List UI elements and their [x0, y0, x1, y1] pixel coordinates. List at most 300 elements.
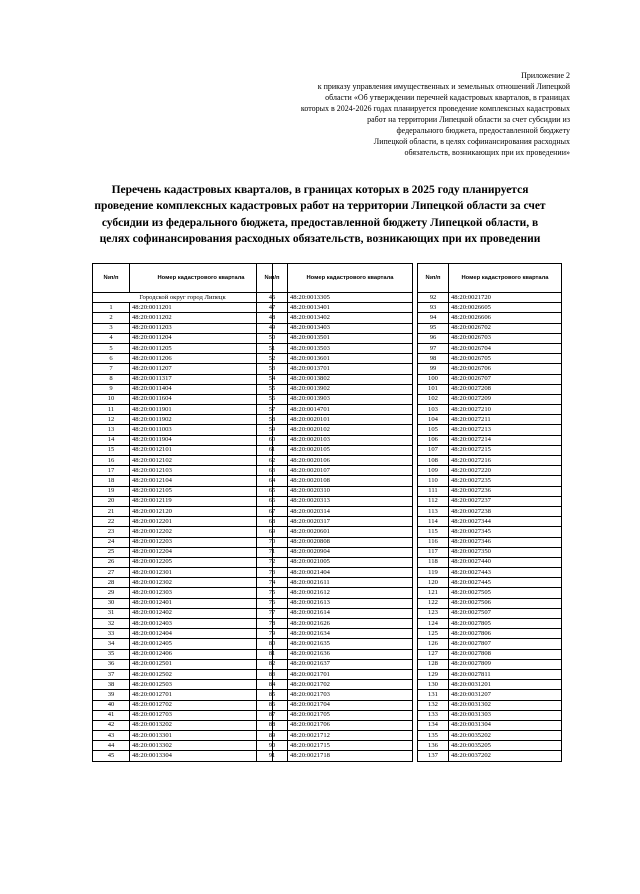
cadastral-code: 48:20:0020313 [288, 496, 413, 506]
cadastral-code: 48:20:0027209 [449, 394, 562, 404]
cadastral-code: 48:20:0013202 [130, 720, 273, 730]
table-row [418, 293, 562, 303]
row-number: 61 [257, 445, 288, 455]
table-row [418, 700, 562, 710]
row-number: 119 [418, 568, 449, 578]
cadastral-code: 48:20:0012102 [130, 456, 273, 466]
table-row [418, 354, 562, 364]
table-row [93, 619, 273, 629]
row-number: 55 [257, 384, 288, 394]
row-number: 81 [257, 649, 288, 659]
cadastral-code: 48:20:0026704 [449, 343, 562, 353]
annex-line: которых в 2024-2026 годах планируется проведение комплексных кадастровых [300, 104, 570, 113]
table-row [418, 425, 562, 435]
table-row [257, 680, 413, 690]
header-num: №п/п [257, 264, 288, 293]
row-number: 107 [418, 445, 449, 455]
row-number: 33 [93, 629, 130, 639]
table-row [93, 659, 273, 669]
cadastral-code: 48:20:0013304 [130, 751, 273, 761]
cadastral-code: 48:20:0013903 [288, 394, 413, 404]
cadastral-code: 48:20:0026706 [449, 364, 562, 374]
table-row [93, 649, 273, 659]
cadastral-code: 48:20:0027505 [449, 588, 562, 598]
cadastral-code: 48:20:0012203 [130, 537, 273, 547]
row-number: 75 [257, 588, 288, 598]
table-row [257, 323, 413, 333]
cadastral-code: 48:20:0012301 [130, 568, 273, 578]
cadastral-code: 48:20:0011204 [130, 333, 273, 343]
cadastral-code: 48:20:0027345 [449, 527, 562, 537]
row-number: 110 [418, 476, 449, 486]
cadastral-code: 48:20:0013701 [288, 364, 413, 374]
cadastral-code: 48:20:0013401 [288, 303, 413, 313]
cadastral-code: 48:20:0012104 [130, 476, 273, 486]
table-row [257, 496, 413, 506]
table-row [93, 700, 273, 710]
table-row [418, 578, 562, 588]
cadastral-code: 48:20:0027443 [449, 568, 562, 578]
cadastral-code: 48:20:0012703 [130, 710, 273, 720]
row-number: 54 [257, 374, 288, 384]
row-number: 132 [418, 700, 449, 710]
row-number: 36 [93, 659, 130, 669]
table-row [418, 659, 562, 669]
cadastral-code: 48:20:0013403 [288, 323, 413, 333]
row-number: 133 [418, 710, 449, 720]
table-row [257, 690, 413, 700]
table-row [257, 700, 413, 710]
row-number: 67 [257, 506, 288, 516]
row-number: 118 [418, 557, 449, 567]
row-number: 48 [257, 313, 288, 323]
row-number: 73 [257, 568, 288, 578]
row-number: 127 [418, 649, 449, 659]
cadastral-code: 48:20:0012204 [130, 547, 273, 557]
cadastral-code: 48:20:0027235 [449, 476, 562, 486]
table-row [418, 374, 562, 384]
table-row [93, 557, 273, 567]
table-row [257, 343, 413, 353]
cadastral-code: 48:20:0012401 [130, 598, 273, 608]
table-row [418, 456, 562, 466]
cadastral-code: 48:20:0021704 [288, 700, 413, 710]
cadastral-code: 48:20:0020102 [288, 425, 413, 435]
row-number: 94 [418, 313, 449, 323]
row-number: 97 [418, 343, 449, 353]
row-number: 113 [418, 506, 449, 516]
table-row [93, 506, 273, 516]
row-number: 122 [418, 598, 449, 608]
row-number: 29 [93, 588, 130, 598]
row-number: 42 [93, 720, 130, 730]
row-number: 28 [93, 578, 130, 588]
row-number: 66 [257, 496, 288, 506]
cadastral-code: 48:20:0026703 [449, 333, 562, 343]
table-row [93, 517, 273, 527]
row-number: 10 [93, 394, 130, 404]
table-row [93, 496, 273, 506]
cadastral-code: 48:20:0031304 [449, 720, 562, 730]
cadastral-code: 48:20:0020310 [288, 486, 413, 496]
cadastral-code: 48:20:0021005 [288, 557, 413, 567]
cadastral-code: 48:20:0013601 [288, 354, 413, 364]
cadastral-code: 48:20:0021626 [288, 619, 413, 629]
table-row [418, 415, 562, 425]
cadastral-code: 48:20:0012103 [130, 466, 273, 476]
table-row [418, 629, 562, 639]
row-number: 100 [418, 374, 449, 384]
table-row [257, 476, 413, 486]
row-number: 62 [257, 456, 288, 466]
table-row [93, 547, 273, 557]
table-row [257, 629, 413, 639]
row-number: 23 [93, 527, 130, 537]
cadastral-code: 48:20:0011604 [130, 394, 273, 404]
table-row [418, 343, 562, 353]
row-number: 134 [418, 720, 449, 730]
row-number: 89 [257, 731, 288, 741]
row-number: 80 [257, 639, 288, 649]
cadastral-code: 48:20:0027507 [449, 608, 562, 618]
table-row [257, 506, 413, 516]
table-row [418, 486, 562, 496]
row-number: 116 [418, 537, 449, 547]
table-row [257, 720, 413, 730]
cadastral-code: 48:20:0020108 [288, 476, 413, 486]
cadastral-code: 48:20:0027806 [449, 629, 562, 639]
cadastral-code: 48:20:0027346 [449, 537, 562, 547]
cadastral-code: 48:20:0027350 [449, 547, 562, 557]
cadastral-code: 48:20:0027210 [449, 405, 562, 415]
cadastral-code: 48:20:0031207 [449, 690, 562, 700]
table-row [257, 639, 413, 649]
table-row [257, 517, 413, 527]
row-number: 16 [93, 456, 130, 466]
row-number: 19 [93, 486, 130, 496]
row-number: 99 [418, 364, 449, 374]
header-num: №п/п [93, 264, 130, 293]
table-row [93, 527, 273, 537]
row-number: 64 [257, 476, 288, 486]
table-row [93, 445, 273, 455]
cadastral-code: 48:20:0027238 [449, 506, 562, 516]
row-number: 105 [418, 425, 449, 435]
row-number: 6 [93, 354, 130, 364]
cadastral-code: 48:20:0011901 [130, 405, 273, 415]
table-row [418, 496, 562, 506]
table-row [93, 741, 273, 751]
cadastral-code: 48:20:0020904 [288, 547, 413, 557]
table-row [93, 680, 273, 690]
cadastral-code: 48:20:0011205 [130, 343, 273, 353]
row-number: 108 [418, 456, 449, 466]
row-number: 12 [93, 415, 130, 425]
table-row [418, 669, 562, 679]
table-row [93, 639, 273, 649]
row-number: 51 [257, 343, 288, 353]
table-row [257, 578, 413, 588]
row-number: 34 [93, 639, 130, 649]
table-row [418, 323, 562, 333]
cadastral-code: 48:20:0027220 [449, 466, 562, 476]
row-number: 130 [418, 680, 449, 690]
row-number: 121 [418, 588, 449, 598]
row-number: 78 [257, 619, 288, 629]
row-number: 128 [418, 659, 449, 669]
cadastral-code: 48:20:0013305 [288, 293, 413, 303]
cadastral-code: 48:20:0020107 [288, 466, 413, 476]
table-row [93, 394, 273, 404]
cadastral-code: 48:20:0012101 [130, 445, 273, 455]
table-row [418, 333, 562, 343]
quarters-table-1 [92, 263, 273, 762]
row-number: 25 [93, 547, 130, 557]
row-number: 38 [93, 680, 130, 690]
row-number: 82 [257, 659, 288, 669]
cadastral-code: 48:20:0031201 [449, 680, 562, 690]
cadastral-code: 48:20:0011201 [130, 303, 273, 313]
table-row [418, 435, 562, 445]
table-row [418, 394, 562, 404]
table-row [257, 710, 413, 720]
cadastral-code: 48:20:0012202 [130, 527, 273, 537]
cadastral-code: 48:20:0027344 [449, 517, 562, 527]
table-row [418, 364, 562, 374]
row-number: 13 [93, 425, 130, 435]
cadastral-code: 48:20:0012119 [130, 496, 273, 506]
table-row [93, 751, 273, 761]
table-row [93, 537, 273, 547]
cadastral-code: 48:20:0027807 [449, 639, 562, 649]
cadastral-code: 48:20:0031303 [449, 710, 562, 720]
table-row [257, 659, 413, 669]
cadastral-code: 48:20:0011203 [130, 323, 273, 333]
cadastral-code: 48:20:0012701 [130, 690, 273, 700]
table-row [418, 466, 562, 476]
table-row [418, 690, 562, 700]
table-row [418, 619, 562, 629]
cadastral-code: 48:20:0027809 [449, 659, 562, 669]
row-number: 129 [418, 669, 449, 679]
cadastral-code: 48:20:0012120 [130, 506, 273, 516]
row-number: 45 [93, 751, 130, 761]
cadastral-code: 48:20:0021612 [288, 588, 413, 598]
cadastral-code: 48:20:0013501 [288, 333, 413, 343]
cadastral-code: 48:20:0012404 [130, 629, 273, 639]
header-code: Номер кадастрового квартала [449, 264, 562, 293]
row-number: 40 [93, 700, 130, 710]
cadastral-code: 48:20:0026707 [449, 374, 562, 384]
row-number: 96 [418, 333, 449, 343]
row-number: 1 [93, 303, 130, 313]
row-number: 68 [257, 517, 288, 527]
table-row [93, 364, 273, 374]
table-row [418, 445, 562, 455]
table-row [418, 537, 562, 547]
cadastral-code: 48:20:0027214 [449, 435, 562, 445]
row-number: 22 [93, 517, 130, 527]
table-row [257, 608, 413, 618]
cadastral-code: 48:20:0011202 [130, 313, 273, 323]
cadastral-code: 48:20:0012201 [130, 517, 273, 527]
cadastral-code: 48:20:0021703 [288, 690, 413, 700]
row-number: 37 [93, 669, 130, 679]
table-row [93, 384, 273, 394]
cadastral-code: 48:20:0013902 [288, 384, 413, 394]
row-number: 47 [257, 303, 288, 313]
table-row [93, 354, 273, 364]
cadastral-code: 48:20:0012702 [130, 700, 273, 710]
row-number: 5 [93, 343, 130, 353]
cadastral-code: 48:20:0020601 [288, 527, 413, 537]
cadastral-code: 48:20:0027808 [449, 649, 562, 659]
row-number: 32 [93, 619, 130, 629]
row-number: 131 [418, 690, 449, 700]
table-row [93, 313, 273, 323]
header-code: Номер кадастрового квартала [130, 264, 273, 293]
row-number: 58 [257, 415, 288, 425]
row-number: 77 [257, 608, 288, 618]
cadastral-code: 48:20:0027445 [449, 578, 562, 588]
table-row [93, 690, 273, 700]
cadastral-code: 48:20:0027506 [449, 598, 562, 608]
table-row [257, 293, 413, 303]
row-number: 35 [93, 649, 130, 659]
row-number: 71 [257, 547, 288, 557]
annex-line: Липецкой области, в целях софинансирования расходных [373, 137, 570, 146]
cadastral-code: 48:20:0021637 [288, 659, 413, 669]
row-number: 65 [257, 486, 288, 496]
table-row [418, 741, 562, 751]
quarters-table-3 [417, 263, 562, 762]
row-number: 87 [257, 710, 288, 720]
cadastral-code: 48:20:0011902 [130, 415, 273, 425]
table-row [93, 425, 273, 435]
table-row [257, 588, 413, 598]
row-number: 103 [418, 405, 449, 415]
table-row [418, 720, 562, 730]
table-row [93, 303, 273, 313]
table-row [93, 343, 273, 353]
table-row [257, 394, 413, 404]
row-number: 109 [418, 466, 449, 476]
table-row [418, 598, 562, 608]
table-row [257, 669, 413, 679]
cadastral-code: 48:20:0035205 [449, 741, 562, 751]
row-number: 27 [93, 568, 130, 578]
table-row [418, 476, 562, 486]
row-number: 49 [257, 323, 288, 333]
annex-line: обязательств, возникающих при их проведении» [404, 148, 570, 157]
row-number: 91 [257, 751, 288, 761]
annex-note [270, 70, 570, 158]
cadastral-code: 48:20:0021634 [288, 629, 413, 639]
table-row [93, 578, 273, 588]
table-row [93, 598, 273, 608]
cadastral-code: 48:20:0020317 [288, 517, 413, 527]
row-number: 53 [257, 364, 288, 374]
table-row [93, 456, 273, 466]
table-row [257, 598, 413, 608]
row-number: 120 [418, 578, 449, 588]
annex-line: Приложение 2 [521, 71, 570, 80]
table-row [93, 405, 273, 415]
table-row [418, 384, 562, 394]
table-row [93, 731, 273, 741]
row-number: 112 [418, 496, 449, 506]
cadastral-code: 48:20:0037202 [449, 751, 562, 761]
cadastral-code: 48:20:0011404 [130, 384, 273, 394]
cadastral-code: 48:20:0021706 [288, 720, 413, 730]
table-row [257, 303, 413, 313]
table-row [257, 731, 413, 741]
row-number: 123 [418, 608, 449, 618]
table-row [257, 333, 413, 343]
table-row [418, 710, 562, 720]
row-number: 60 [257, 435, 288, 445]
row-number: 46 [257, 293, 288, 303]
cadastral-code: 48:20:0021613 [288, 598, 413, 608]
row-number: 17 [93, 466, 130, 476]
row-number: 59 [257, 425, 288, 435]
row-number: 86 [257, 700, 288, 710]
row-number: 92 [418, 293, 449, 303]
cadastral-code: 48:20:0021718 [288, 751, 413, 761]
table-row [418, 649, 562, 659]
cadastral-code: 48:20:0035202 [449, 731, 562, 741]
row-number: 63 [257, 466, 288, 476]
row-number: 124 [418, 619, 449, 629]
annex-line: к приказу управления имущественных и земельных отношений Липецкой [317, 82, 570, 91]
table-row [257, 374, 413, 384]
table-row [418, 608, 562, 618]
row-number: 21 [93, 506, 130, 516]
row-number: 11 [93, 405, 130, 415]
row-number: 98 [418, 354, 449, 364]
row-number: 70 [257, 537, 288, 547]
row-number: 43 [93, 731, 130, 741]
row-number: 3 [93, 323, 130, 333]
cadastral-code: 48:20:0021611 [288, 578, 413, 588]
cadastral-code: 48:20:0027237 [449, 496, 562, 506]
table-row [418, 517, 562, 527]
table-row [257, 466, 413, 476]
table-row [257, 425, 413, 435]
table-row [257, 445, 413, 455]
cadastral-code: 48:20:0012405 [130, 639, 273, 649]
table-row [418, 313, 562, 323]
row-number: 39 [93, 690, 130, 700]
row-number: 7 [93, 364, 130, 374]
cadastral-code: 48:20:0026605 [449, 303, 562, 313]
cadastral-code: 48:20:0013503 [288, 343, 413, 353]
row-number: 18 [93, 476, 130, 486]
table-row [93, 568, 273, 578]
quarters-table-2 [256, 263, 413, 762]
annex-line: федерального бюджета, предоставленной бюджету [396, 126, 570, 135]
cadastral-code: 48:20:0014701 [288, 405, 413, 415]
cadastral-code: 48:20:0027805 [449, 619, 562, 629]
table-row [93, 669, 273, 679]
row-number: 111 [418, 486, 449, 496]
cadastral-code: 48:20:0013402 [288, 313, 413, 323]
row-number: 9 [93, 384, 130, 394]
table-row [257, 649, 413, 659]
cadastral-code: 48:20:0021701 [288, 669, 413, 679]
row-number: 15 [93, 445, 130, 455]
row-number: 114 [418, 517, 449, 527]
